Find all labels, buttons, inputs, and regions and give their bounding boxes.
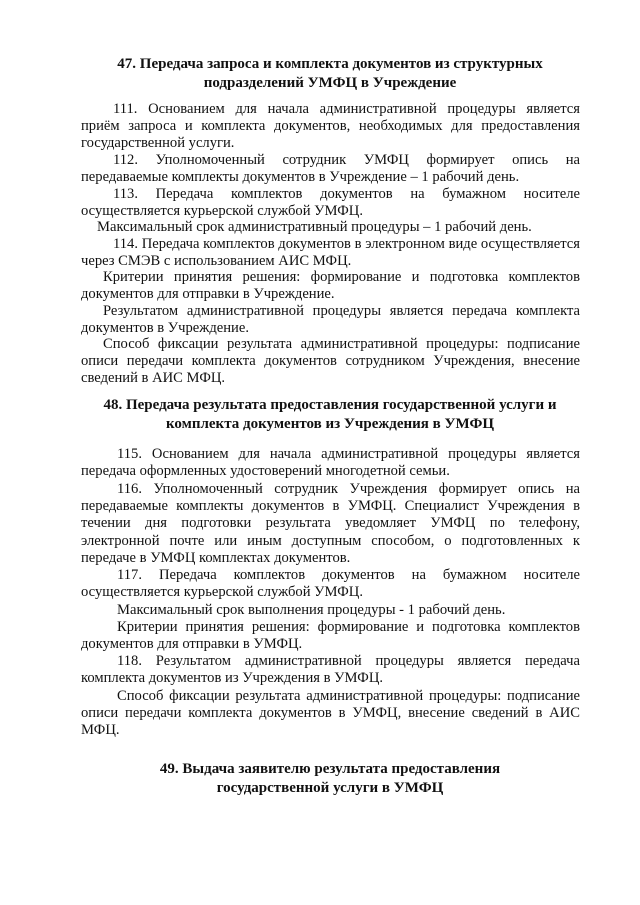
paragraph-criteria-48: Критерии принятия решения: формирование и подготовка комплектов документов для отправки в УМФЦ. [81,619,580,653]
section-heading-47 [80,55,580,93]
paragraph-result-47: Результатом административной процедуры является передача комплекта документов в Учреждение. [81,303,580,337]
heading-line: 48. Передача результата предоставления государственной услуги и [103,397,557,413]
paragraph-criteria-47: Критерии принятия решения: формирование и подготовка комплектов документов для отправки в Учреждение. [81,269,580,303]
heading-line: государственной услуги в УМФЦ [216,780,444,796]
paragraph-118: 118. Результатом административной процедуры является передача комплекта документов из Учреждения в УМФЦ. [81,653,580,687]
paragraph-115: 115. Основанием для начала административной процедуры является передача оформленных удостоверений многодетной семьи. [81,446,580,480]
paragraph-117: 117. Передача комплектов документов на бумажном носителе осуществляется курьерской службой УМФЦ. [81,567,580,601]
paragraph-max-term-48: Максимальный срок выполнения процедуры - 1 рабочий день. [117,602,506,618]
heading-line: подразделений УМФЦ в Учреждение [203,75,457,91]
paragraph-111: 111. Основанием для начала административной процедуры является приём запроса и комплекта документов, необходимых для предоставления государственной услуги. [81,101,580,152]
paragraph-113: 113. Передача комплектов документов на бумажном носителе осуществляется курьерской службой УМФЦ. [81,186,580,220]
section-heading-49 [80,760,580,798]
paragraph-116: 116. Уполномоченный сотрудник Учреждения формирует опись на передаваемые комплекты документов в УМФЦ. Специалист Учреждения в течении дня подготовки результата уведомляет УМФЦ по телефону, электронной почте или иным доступным способом, о подготовленных к передаче в УМФЦ комплектах документов. [81,481,580,566]
heading-line: 49. Выдача заявителю результата предоставления [159,761,501,777]
paragraph-fixation-47: Способ фиксации результата административной процедуры: подписание описи передачи комплекта документов сотрудником Учреждения, внесение сведений в АИС МФЦ. [81,336,580,387]
paragraph-max-term-47: Максимальный срок административный процедуры – 1 рабочий день. [97,219,532,235]
paragraph-114: 114. Передача комплектов документов в электронном виде осуществляется через СМЭВ с использованием АИС МФЦ. [81,236,580,270]
section-heading-48 [80,396,580,434]
paragraph-fixation-48: Способ фиксации результата административной процедуры: подписание описи передачи комплекта документов в УМФЦ, внесение сведений в АИС МФЦ. [81,688,580,739]
heading-line: комплекта документов из Учреждения в УМФЦ [165,416,495,432]
paragraph-112: 112. Уполномоченный сотрудник УМФЦ формирует опись на передаваемые комплекты документов в Учреждение – 1 рабочий день. [81,152,580,186]
heading-line: 47. Передача запроса и комплекта документов из структурных [117,56,543,72]
